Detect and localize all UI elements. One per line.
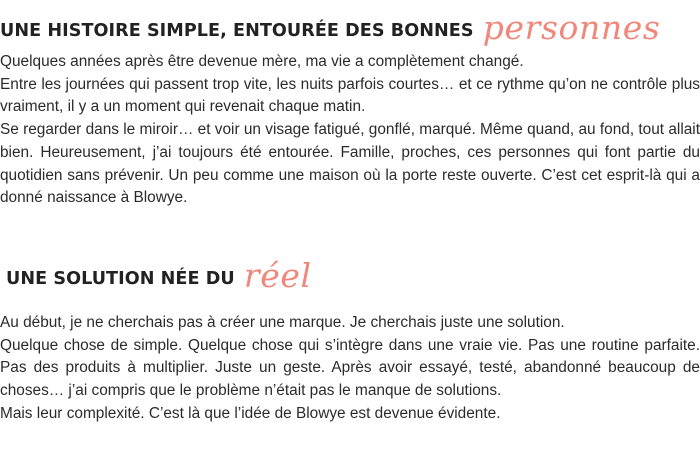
solution-body	[0, 312, 700, 426]
solution-heading-accent: réel	[243, 256, 312, 295]
solution-heading	[0, 256, 700, 296]
story-paragraph-3: Se regarder dans le miroir… et voir un visage fatigué, gonflé, marqué. Même quand, au fond, tout allait bien. Heureusement, j’ai toujours été entourée. Famille, proches, ces personnes qui font partie du quotidien sans prévenir. Un peu comme une maison où la porte reste ouverte. C’est cet esprit-là qui a donné naissance à Blowye.	[0, 121, 700, 207]
story-body	[0, 51, 700, 210]
solution-paragraph-2: Quelque chose de simple. Quelque chose qui s’intègre dans une vraie vie. Pas une routine parfaite. Pas des produits à multiplier. Juste un geste. Après avoir essayé, testé, abandonné beaucoup de choses… j’ai compris que le problème n’était pas le manque de solutions.	[0, 336, 700, 400]
story-heading-accent: personnes	[482, 8, 661, 47]
solution-heading-text: UNE SOLUTION NÉE DU	[6, 269, 235, 289]
story-heading-text: UNE HISTOIRE SIMPLE, ENTOURÉE DES BONNES	[0, 21, 474, 41]
solution-paragraph-1: Au début, je ne cherchais pas à créer une marque. Je cherchais juste une solution.	[0, 314, 565, 331]
story-paragraph-1: Quelques années après être devenue mère, ma vie a complètement changé.	[0, 53, 524, 70]
story-heading	[0, 8, 700, 48]
story-paragraph-2: Entre les journées qui passent trop vite, les nuits parfois courtes… et ce rythme qu’on ne contrôle plus vraiment, il y a un moment qui revenait chaque matin.	[0, 75, 700, 116]
story-section	[0, 8, 700, 210]
solution-paragraph-3: Mais leur complexité. C’est là que l’idée de Blowye est devenue évidente.	[0, 404, 501, 422]
solution-section	[0, 256, 700, 426]
